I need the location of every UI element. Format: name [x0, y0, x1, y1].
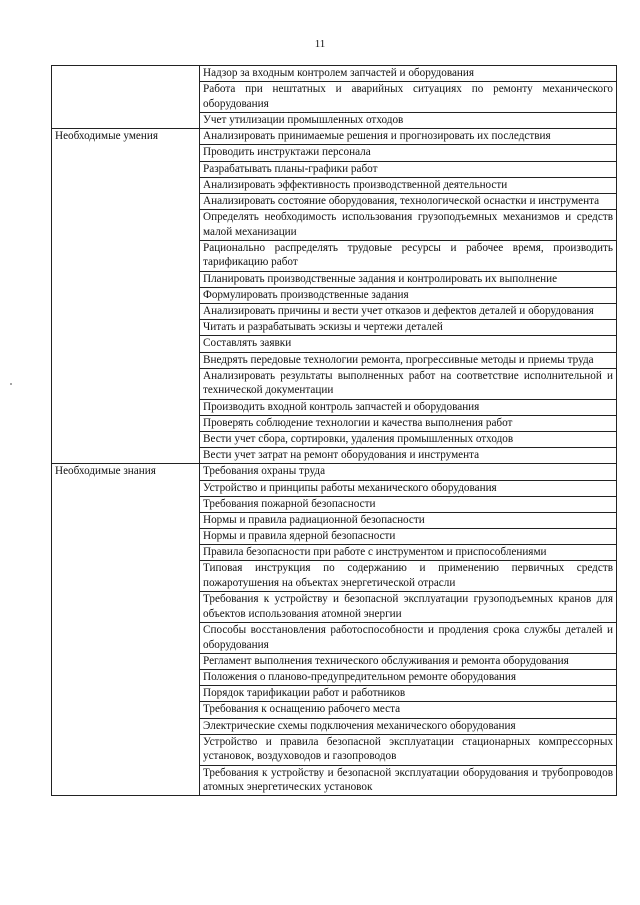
requirement-item: Устройство и принципы работы механического оборудования: [200, 480, 617, 496]
requirement-item: Учет утилизации промышленных отходов: [200, 112, 617, 128]
requirement-item: Нормы и правила радиационной безопасности: [200, 512, 617, 528]
requirement-item: Разрабатывать планы-графики работ: [200, 161, 617, 177]
requirement-item: Нормы и правила ядерной безопасности: [200, 529, 617, 545]
requirement-item: Проводить инструктажи персонала: [200, 145, 617, 161]
section-label: Необходимые умения: [52, 129, 200, 464]
requirement-item: Устройство и правила безопасной эксплуатации стационарных компрессорных установок, воздуховодов и газопроводов: [200, 734, 617, 765]
requirement-item: Способы восстановления работоспособности и продления срока службы деталей и оборудования: [200, 623, 617, 654]
requirement-item: Производить входной контроль запчастей и оборудования: [200, 399, 617, 415]
requirement-item: Формулировать производственные задания: [200, 287, 617, 303]
table-row: [52, 66, 617, 82]
section-label: Необходимые знания: [52, 464, 200, 796]
requirement-item: Составлять заявки: [200, 336, 617, 352]
requirement-item: Электрические схемы подключения механического оборудования: [200, 718, 617, 734]
table-row: [52, 129, 617, 145]
requirement-item: Положения о планово-предупредительном ремонте оборудования: [200, 669, 617, 685]
requirement-item: Внедрять передовые технологии ремонта, прогрессивные методы и приемы труда: [200, 352, 617, 368]
table-row: [52, 464, 617, 480]
scan-speck: [10, 383, 12, 385]
section-label: [52, 66, 200, 129]
requirement-item: Порядок тарификации работ и работников: [200, 686, 617, 702]
requirement-item: Проверять соблюдение технологии и качества выполнения работ: [200, 415, 617, 431]
competency-table: [51, 65, 617, 796]
requirement-item: Типовая инструкция по содержанию и применению первичных средств пожаротушения на объектах энергетической отрасли: [200, 561, 617, 592]
requirement-item: Анализировать результаты выполненных работ на соответствие исполнительной и технической документации: [200, 368, 617, 399]
requirement-item: Регламент выполнения технического обслуживания и ремонта оборудования: [200, 653, 617, 669]
requirement-item: Планировать производственные задания и контролировать их выполнение: [200, 271, 617, 287]
requirement-item: Вести учет сбора, сортировки, удаления промышленных отходов: [200, 431, 617, 447]
requirement-item: Читать и разрабатывать эскизы и чертежи деталей: [200, 320, 617, 336]
requirement-item: Требования к оснащению рабочего места: [200, 702, 617, 718]
requirement-item: Определять необходимость использования грузоподъемных механизмов и средств малой механизации: [200, 210, 617, 241]
requirement-item: Анализировать принимаемые решения и прогнозировать их последствия: [200, 129, 617, 145]
requirement-item: Требования охраны труда: [200, 464, 617, 480]
requirement-item: Анализировать состояние оборудования, технологической оснастки и инструмента: [200, 193, 617, 209]
requirement-item: Требования к устройству и безопасной эксплуатации грузоподъемных кранов для объектов использования атомной энергии: [200, 592, 617, 623]
requirement-item: Анализировать причины и вести учет отказов и дефектов деталей и оборудования: [200, 304, 617, 320]
requirement-item: Требования к устройству и безопасной эксплуатации оборудования и трубопроводов атомных энергетических установок: [200, 765, 617, 796]
requirement-item: Надзор за входным контролем запчастей и оборудования: [200, 66, 617, 82]
requirement-item: Анализировать эффективность производственной деятельности: [200, 177, 617, 193]
requirement-item: Правила безопасности при работе с инструментом и приспособлениями: [200, 545, 617, 561]
requirement-item: Требования пожарной безопасности: [200, 496, 617, 512]
requirement-item: Рационально распределять трудовые ресурсы и рабочее время, производить тарификацию работ: [200, 240, 617, 271]
requirement-item: Вести учет затрат на ремонт оборудования и инструмента: [200, 448, 617, 464]
page-number: 11: [314, 38, 326, 50]
requirement-item: Работа при нештатных и аварийных ситуациях по ремонту механического оборудования: [200, 82, 617, 113]
